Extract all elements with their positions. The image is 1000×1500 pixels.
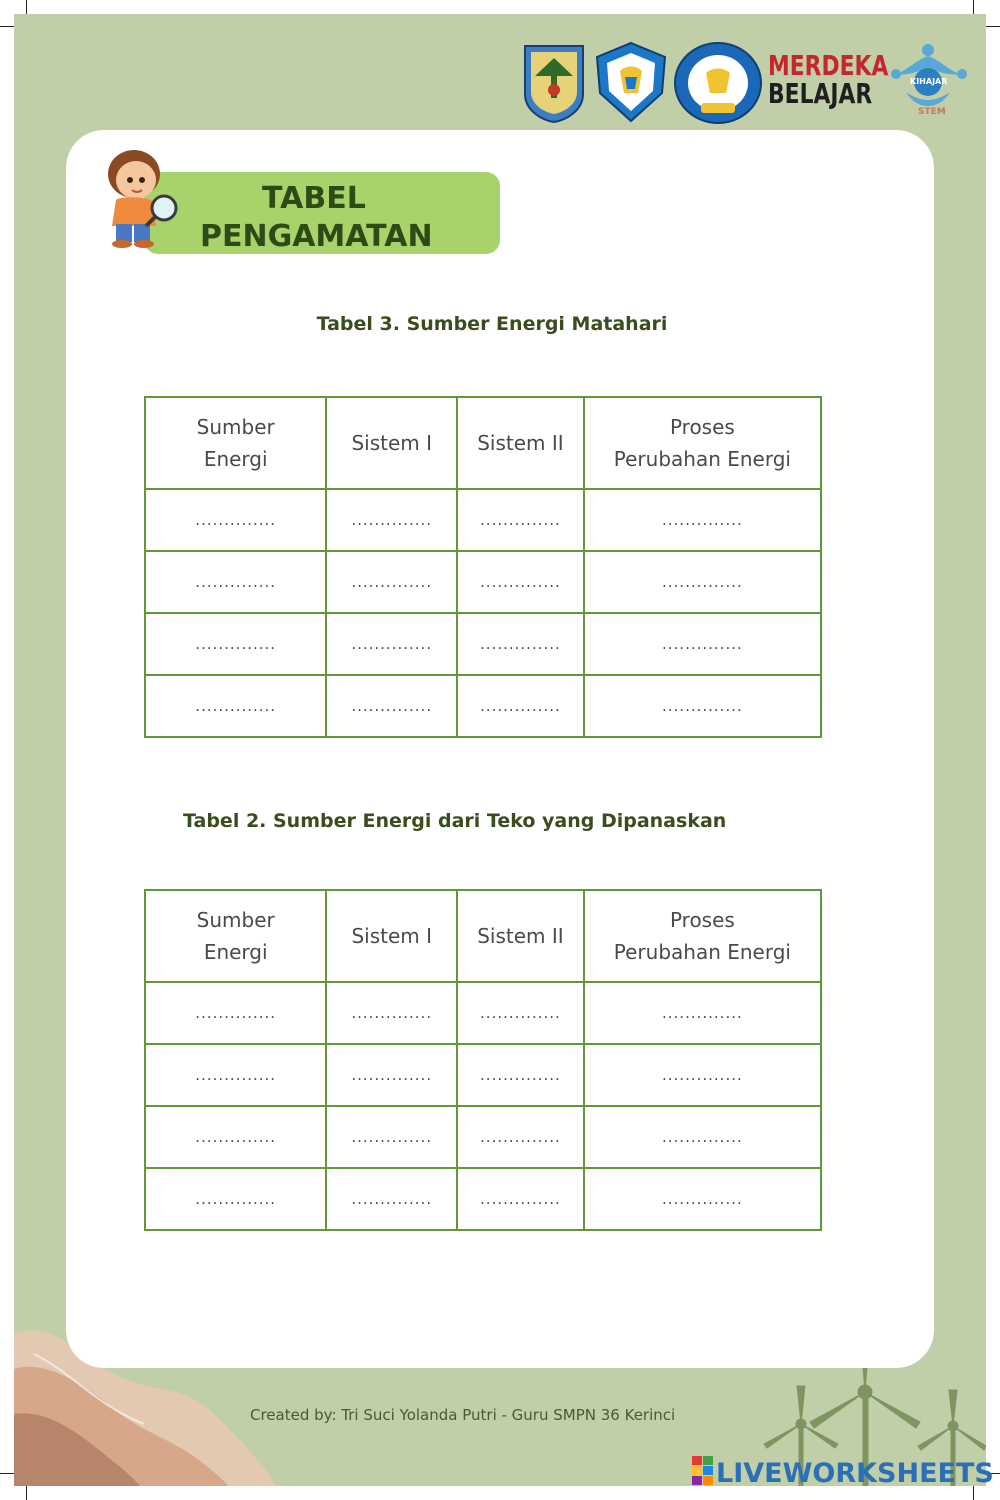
header-sistem-2: Sistem II — [457, 890, 584, 982]
answer-cell[interactable]: .............. — [145, 551, 326, 613]
answer-cell[interactable]: .............. — [457, 1106, 584, 1168]
answer-cell[interactable]: .............. — [145, 613, 326, 675]
crop-mark — [973, 0, 974, 14]
merdeka-label: MERDEKA — [768, 49, 889, 82]
header-proses-perubahan-energi: Proses Perubahan Energi — [584, 890, 821, 982]
page-title-line-1: TABEL — [262, 181, 366, 216]
kihajar-label: KIHAJAR — [910, 77, 948, 86]
answer-cell[interactable]: .............. — [326, 675, 457, 737]
table-2-caption: Tabel 2. Sumber Energi dari Teko yang Dipanaskan — [183, 810, 727, 832]
answer-cell[interactable]: .............. — [584, 1044, 821, 1106]
answer-cell[interactable]: .............. — [584, 675, 821, 737]
header-sistem-2: Sistem II — [457, 397, 584, 489]
footer-credit: Created by: Tri Suci Yolanda Putri - Guru SMPN 36 Kerinci — [250, 1406, 676, 1424]
table-row — [145, 551, 821, 613]
answer-cell[interactable]: .............. — [326, 551, 457, 613]
crop-mark — [26, 0, 27, 14]
answer-cell[interactable]: .............. — [145, 1106, 326, 1168]
answer-cell[interactable]: .............. — [584, 489, 821, 551]
table-row — [145, 489, 821, 551]
header-sistem-1: Sistem I — [326, 397, 457, 489]
answer-cell[interactable]: .............. — [457, 489, 584, 551]
answer-cell[interactable]: .............. — [145, 982, 326, 1044]
table-row — [145, 675, 821, 737]
crop-mark — [986, 26, 1000, 27]
belajar-label: BELAJAR — [768, 77, 873, 110]
answer-cell[interactable]: .............. — [326, 489, 457, 551]
table-row — [145, 1044, 821, 1106]
table-3-caption: Tabel 3. Sumber Energi Matahari — [316, 313, 668, 335]
table-row — [145, 982, 821, 1044]
answer-cell[interactable]: .............. — [145, 1168, 326, 1230]
header-proses-perubahan-energi: Proses Perubahan Energi — [584, 397, 821, 489]
answer-cell[interactable]: .............. — [584, 982, 821, 1044]
tut-wuri-handayani-emblem-icon — [592, 41, 670, 123]
kerinci-regency-emblem-icon — [521, 42, 587, 124]
page-title — [200, 180, 433, 256]
smpn-36-kerinci-emblem-icon — [673, 41, 763, 125]
answer-cell[interactable]: .............. — [326, 613, 457, 675]
page-title-line-2: PENGAMATAN — [200, 219, 433, 254]
answer-cell[interactable]: .............. — [145, 489, 326, 551]
table-row — [145, 1168, 821, 1230]
answer-cell[interactable]: .............. — [326, 1106, 457, 1168]
header-sistem-1: Sistem I — [326, 890, 457, 982]
kihajar-stem-logo — [876, 40, 980, 124]
table-header-row — [145, 397, 821, 489]
answer-cell[interactable]: .............. — [326, 1044, 457, 1106]
answer-cell[interactable]: .............. — [457, 551, 584, 613]
answer-cell[interactable]: .............. — [326, 982, 457, 1044]
answer-cell[interactable]: .............. — [457, 675, 584, 737]
boy-with-magnifier-icon — [94, 146, 184, 250]
header-sumber-energi: Sumber Energi — [145, 397, 326, 489]
liveworksheets-watermark: LIVEWORKSHEETS — [716, 1458, 994, 1489]
crop-mark — [0, 1473, 14, 1474]
table-header-row — [145, 890, 821, 982]
answer-cell[interactable]: .............. — [457, 1168, 584, 1230]
header-sumber-energi: Sumber Energi — [145, 890, 326, 982]
answer-cell[interactable]: .............. — [584, 551, 821, 613]
crop-mark — [0, 26, 14, 27]
answer-cell[interactable]: .............. — [584, 1168, 821, 1230]
crop-mark — [26, 1486, 27, 1500]
answer-cell[interactable]: .............. — [145, 675, 326, 737]
answer-cell[interactable]: .............. — [457, 982, 584, 1044]
observation-table-kettle — [144, 889, 822, 1231]
answer-cell[interactable]: .............. — [326, 1168, 457, 1230]
answer-cell[interactable]: .............. — [457, 1044, 584, 1106]
liveworksheets-logo-icon — [692, 1456, 714, 1486]
stem-label: STEM — [918, 107, 946, 117]
observation-table-solar — [144, 396, 822, 738]
answer-cell[interactable]: .............. — [584, 613, 821, 675]
answer-cell[interactable]: .............. — [457, 613, 584, 675]
answer-cell[interactable]: .............. — [584, 1106, 821, 1168]
table-row — [145, 613, 821, 675]
answer-cell[interactable]: .............. — [145, 1044, 326, 1106]
table-row — [145, 1106, 821, 1168]
